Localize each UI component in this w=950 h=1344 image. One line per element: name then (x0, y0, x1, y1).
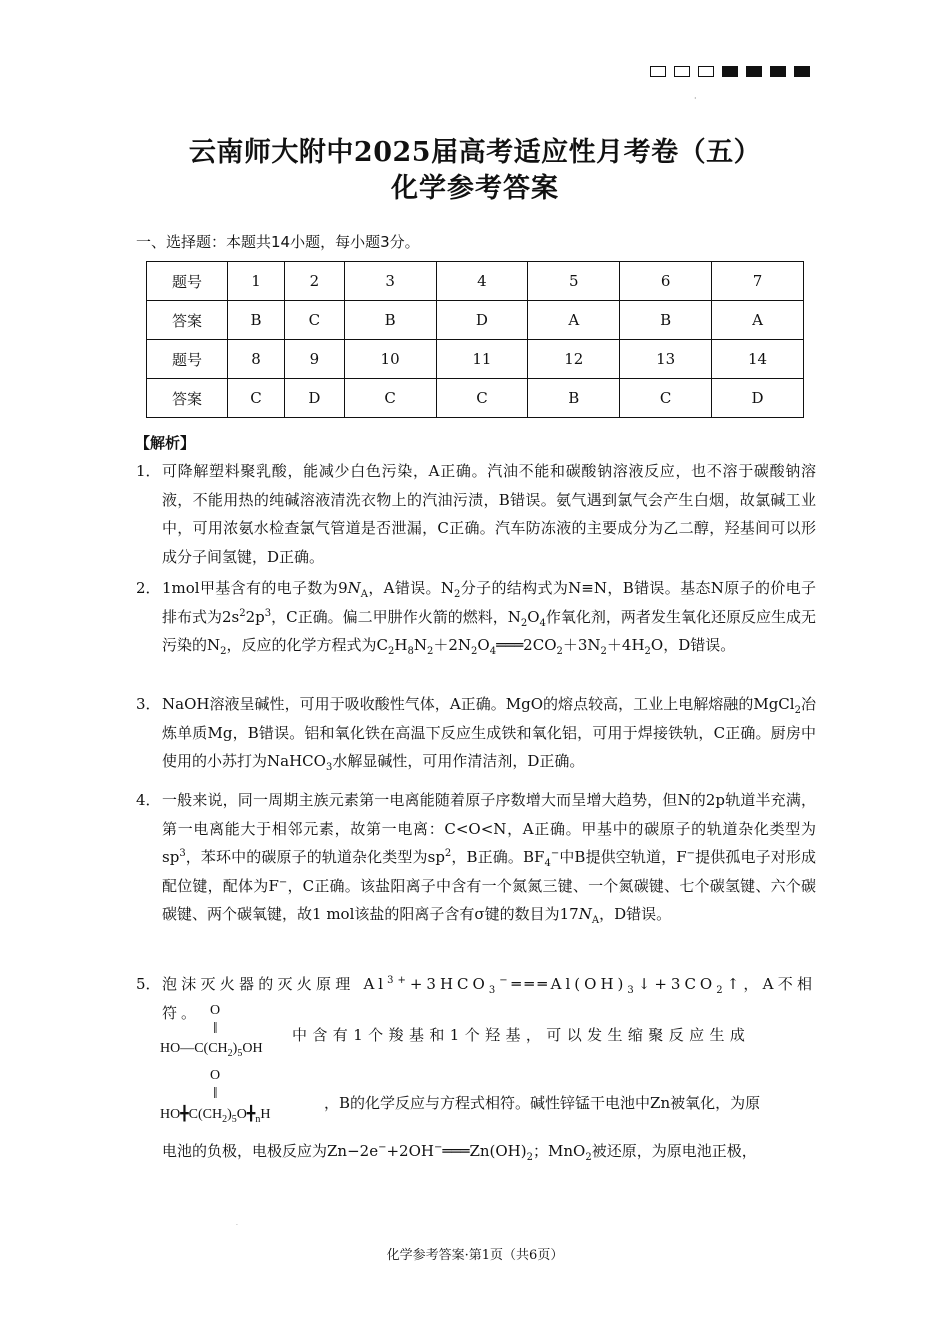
answer-cell: C (228, 379, 285, 418)
answer-cell: B (228, 301, 285, 340)
item-5-text-line-2: 中含有1个羧基和1个羟基，可以发生缩聚反应生成 (292, 1026, 751, 1044)
analysis-label: 【解析】 (135, 434, 196, 452)
empty-square-icon (674, 66, 690, 77)
question-number: 1 (228, 262, 285, 301)
answer-cell: D (436, 301, 528, 340)
empty-square-icon (698, 66, 714, 77)
analysis-item-4 (136, 786, 816, 929)
item-5-text-line-3: ，B的化学反应与方程式相符。碱性锌锰干电池中Zn被氧化，为原 (324, 1094, 761, 1112)
question-number: 2 (285, 262, 345, 301)
answer-cell: C (285, 301, 345, 340)
empty-square-icon (650, 66, 666, 77)
page-subtitle: 化学参考答案 (391, 173, 559, 204)
answer-cell: B (620, 301, 712, 340)
item-text: 可降解塑料聚乳酸，能减少白色污染，A正确。汽油不能和碳酸钠溶液反应，也不溶于碳酸钠溶液，不能用热的纯碱溶液清洗衣物上的汽油污渍，B错误。氨气遇到氯气会产生白烟，故氯碱工业中，可用浓氨水检查氯气管道是否泄漏，C正确。汽车防冻液的主要成分为乙二醇，羟基间可以形成分子间氢键，D正确。 (162, 462, 816, 566)
row-label: 答案 (147, 301, 228, 340)
filled-square-icon (794, 66, 810, 77)
page-code-squares (650, 66, 810, 77)
item-5-text-line-4: 电池的负极，电极反应为$Zn-2e^-+2OH^-═══Zn(OH)_2$；MnO$_2$被还原，为原电池正极， (162, 1142, 757, 1163)
answer-cell: C (436, 379, 528, 418)
table-row (147, 301, 804, 340)
question-number: 14 (712, 340, 804, 379)
row-label: 答案 (147, 379, 228, 418)
answer-table (146, 261, 804, 418)
question-number: 8 (228, 340, 285, 379)
analysis-item-1 (136, 457, 816, 571)
dot-mark: · (694, 94, 697, 103)
dot-mark: · (236, 1222, 238, 1229)
table-row (147, 340, 804, 379)
filled-square-icon (770, 66, 786, 77)
question-number: 13 (620, 340, 712, 379)
answer-cell: B (528, 379, 620, 418)
answer-cell: C (620, 379, 712, 418)
item-number: 4． (136, 791, 161, 809)
table-row (147, 262, 804, 301)
item-number: 1． (136, 462, 161, 480)
row-label: 题号 (147, 262, 228, 301)
item-text: 泡沫灭火器的灭火原理 $Al^{3+}+3HCO_3^-═══Al(OH)_3↓+3CO_2↑$，A不相符。 (162, 975, 816, 1022)
question-number: 7 (712, 262, 804, 301)
analysis-item-2 (136, 574, 816, 660)
question-number: 11 (436, 340, 528, 379)
item-text: NaOH溶液呈碱性，可用于吸收酸性气体，A正确。MgO的熔点较高，工业上电解熔融的MgCl$_2$冶炼单质Mg，B错误。铝和氧化铁在高温下反应生成铁和氧化铝，可用于焊接铁轨，C正确。厨房中使用的小苏打为NaHCO$_3$水解显碱性，可用作清洁剂，D正确。 (162, 695, 816, 773)
item-number: 5． (136, 975, 161, 993)
section-heading: 一、选择题：本题共14小题，每小题3分。 (136, 233, 420, 251)
item-number: 2． (136, 579, 161, 597)
question-number: 9 (285, 340, 345, 379)
question-number: 6 (620, 262, 712, 301)
item-number: 3． (136, 695, 161, 713)
answer-cell: B (344, 301, 436, 340)
page-footer: 化学参考答案·第1页（共6页） (386, 1248, 564, 1263)
page-title: 云南师大附中2025届高考适应性月考卷（五） (188, 137, 762, 168)
question-number: 3 (344, 262, 436, 301)
row-label: 题号 (147, 340, 228, 379)
filled-square-icon (746, 66, 762, 77)
filled-square-icon (722, 66, 738, 77)
question-number: 4 (436, 262, 528, 301)
answer-cell: C (344, 379, 436, 418)
analysis-item-3 (136, 690, 816, 776)
item-text: 一般来说，同一周期主族元素第一电离能随着原子序数增大而呈增大趋势，但N的2p轨道半充满，第一电离能大于相邻元素，故第一电离：C<O<N，A正确。甲基中的碳原子的轨道杂化类型为$sp^3$，苯环中的碳原子的轨道杂化类型为$sp^2$，B正确。$BF_4^-$中B提供空轨道，F−提供孤电子对形成配位键，配体为F−，C正确。该盐阳离子中含有一个氮氮三键、一个氮碳键、七个碳氢键、六个碳碳键、两个碳氧键，故1 mol该盐的阳离子含有σ键的数目为$17N_A$，D错误。 (162, 791, 816, 926)
answer-cell: A (528, 301, 620, 340)
analysis-item-5 (136, 970, 816, 1027)
question-number: 5 (528, 262, 620, 301)
question-number: 10 (344, 340, 436, 379)
answer-cell: A (712, 301, 804, 340)
question-number: 12 (528, 340, 620, 379)
item-text: 1mol甲基含有的电子数为$9N_A$，A错误。$N_2$分子的结构式为N≡N，B错误。基态N原子的价电子排布式为$2s^22p^3$，C正确。偏二甲肼作火箭的燃料，$N_2O_4$作氧化剂，两者发生氧化还原反应生成无污染的$N_2$，反应的化学方程式为$C_2H_8N_2+2N_2O_4═══2CO_2+3N_2+4H_2O$，D错误。 (162, 579, 817, 657)
table-row (147, 379, 804, 418)
answer-cell: D (712, 379, 804, 418)
answer-cell: D (285, 379, 345, 418)
